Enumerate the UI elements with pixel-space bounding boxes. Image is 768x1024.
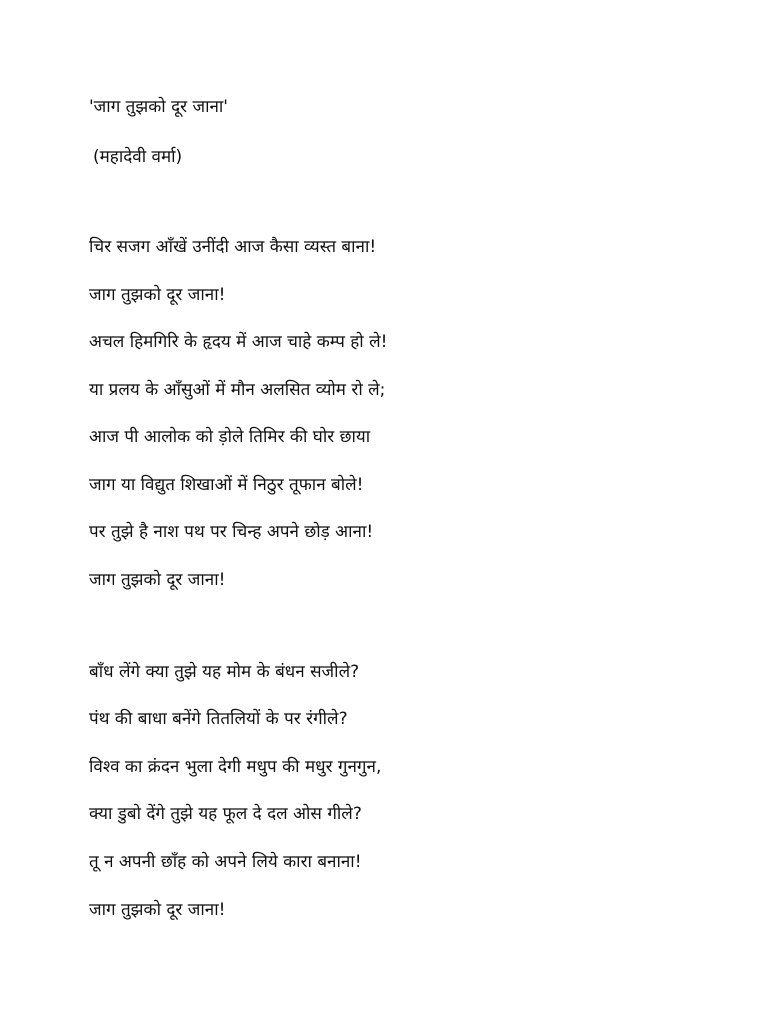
- stanza-1-line-7: पर तुझे है नाश पथ पर चिन्ह अपने छोड़ आना!: [89, 522, 374, 542]
- stanza-1-line-4: या प्रलय के आँसुओं में मौन अलसित व्योम रो ले;: [89, 380, 386, 400]
- stanza-2-line-4: क्या डुबो देंगे तुझे यह फूल दे दल ओस गीले?: [89, 804, 362, 824]
- stanza-2-line-5: तू न अपनी छाँह को अपने लिये कारा बनाना!: [89, 852, 362, 872]
- stanza-2-line-1: बाँध लेंगे क्या तुझे यह मोम के बंधन सजीले?: [89, 662, 360, 682]
- poem-author: (महादेवी वर्मा): [93, 147, 183, 167]
- stanza-1-line-6: जाग या विद्युत शिखाओं में निठुर तूफान बोले!: [89, 475, 364, 495]
- stanza-1-line-1: चिर सजग आँखें उनींदी आज कैसा व्यस्त बाना!: [89, 237, 377, 257]
- stanza-1-line-5: आज पी आलोक को ड़ोले तिमिर की घोर छाया: [89, 427, 371, 447]
- poem-title: 'जाग तुझको दूर जाना': [89, 97, 228, 117]
- stanza-2-line-3: विश्व का क्रंदन भुला देगी मधुप की मधुर गुनगुन,: [89, 757, 382, 777]
- stanza-1-line-3: अचल हिमगिरि के हृदय में आज चाहे कम्प हो ले!: [89, 332, 388, 352]
- stanza-2-line-2: पंथ की बाधा बनेंगे तितलियों के पर रंगीले?: [89, 709, 348, 729]
- stanza-1-line-2: जाग तुझको दूर जाना!: [89, 285, 226, 305]
- stanza-2-line-6: जाग तुझको दूर जाना!: [89, 900, 226, 920]
- stanza-1-line-8: जाग तुझको दूर जाना!: [89, 570, 226, 590]
